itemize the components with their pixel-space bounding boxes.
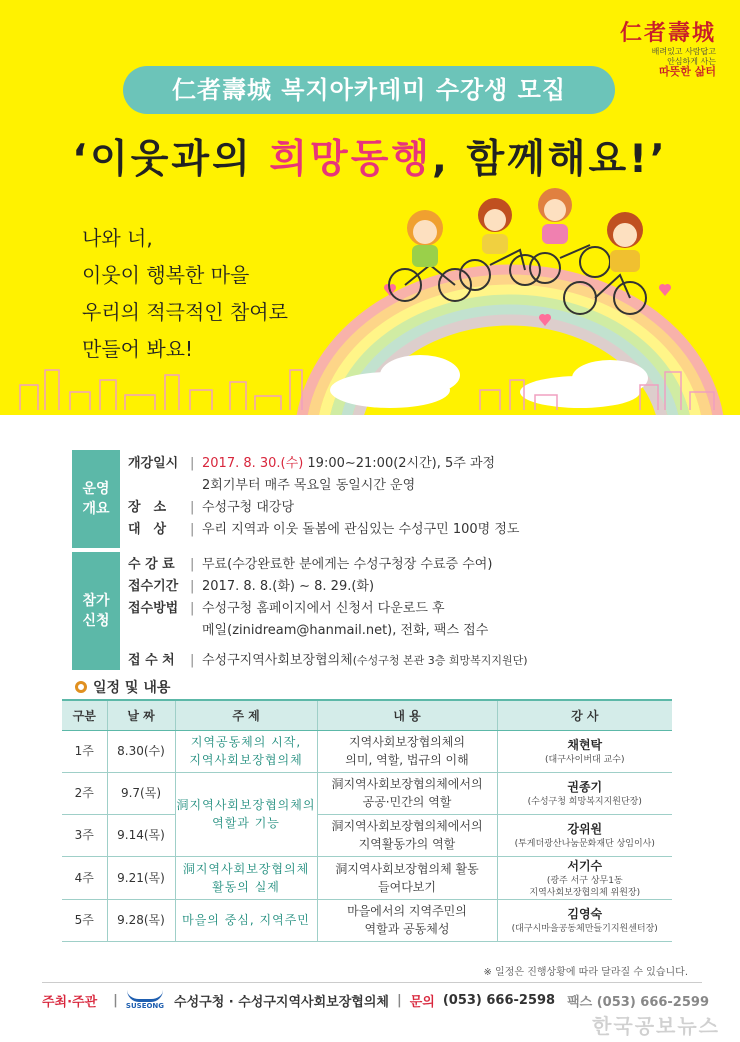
- row-value: 메일(zinidream@hanmail.net), 전화, 팩스 접수: [202, 623, 489, 638]
- lecturer-name: 강위원: [567, 822, 603, 836]
- date-cell: 9.7(목): [107, 772, 175, 814]
- row-separator: |: [190, 500, 195, 515]
- column-header: 날 짜: [107, 700, 175, 730]
- logo-sub-line1: 배려있고 사람답고: [651, 47, 716, 56]
- overview-row: [128, 519, 519, 541]
- footer-separator: |: [396, 992, 402, 1008]
- content-cell: 洞지역사회보장협의체 활동 들여다보기: [317, 856, 497, 899]
- table-row: [62, 899, 672, 941]
- slogan-highlight: 희망동행: [269, 137, 433, 182]
- lecturer-affiliation: (수성구청 희망복지지원단장): [527, 797, 642, 807]
- row-label: 장 소: [128, 500, 167, 515]
- row-separator: |: [190, 522, 195, 537]
- apply-row: [128, 576, 528, 598]
- row-separator: |: [190, 456, 195, 471]
- row-value: 수성구청 대강당: [202, 500, 295, 515]
- table-row: [62, 730, 672, 772]
- bullet-circle-icon: [75, 681, 87, 693]
- host-organizations: 수성구청 · 수성구지역사회보장협의체: [174, 994, 389, 1010]
- footer: [42, 990, 722, 1010]
- row-label: 개강일시: [128, 456, 179, 471]
- row-value: 수성구청 홈페이지에서 신청서 다운로드 후: [202, 601, 445, 616]
- topic-cell: 마을의 중심, 지역주민: [175, 899, 317, 941]
- lecturer-affiliation: (광주 서구 상무1동 지역사회보장협의체 위원장): [529, 875, 641, 898]
- logo-sub-line3: 따뜻한 삶터: [659, 65, 716, 78]
- lecturer-cell: [497, 899, 672, 941]
- logo-sub-line2: 안심하게 사는: [667, 57, 716, 66]
- topic-cell: 洞지역사회보장협의체 활동의 실제: [175, 856, 317, 899]
- content-cell: 마을에서의 지역주민의 역할과 공동체성: [317, 899, 497, 941]
- overview-row: [128, 453, 519, 475]
- row-label: 접수방법: [128, 601, 179, 616]
- table-row: [62, 814, 672, 856]
- row-separator: |: [190, 579, 195, 594]
- apply-rows: [128, 554, 528, 672]
- row-separator: |: [190, 557, 195, 572]
- row-value: [202, 650, 528, 672]
- lecturer-name: 채현탁: [567, 738, 603, 752]
- row-label: 수 강 료: [128, 557, 175, 572]
- watermark: 한국공보뉴스: [592, 1014, 720, 1038]
- row-label: 대 상: [128, 522, 167, 537]
- row-value: 2017. 8. 8.(화) ∼ 8. 29.(화): [202, 579, 375, 594]
- date-cell: 9.21(목): [107, 856, 175, 899]
- content-cell: 지역사회보장협의체의 의미, 역할, 법규의 이해: [317, 730, 497, 772]
- content-cell: 洞지역사회보장협의체에서의 지역활동가의 역할: [317, 814, 497, 856]
- row-separator: |: [190, 601, 195, 616]
- table-header-row: [62, 700, 672, 730]
- row-value: 2회기부터 매주 목요일 동일시간 운영: [202, 478, 416, 493]
- overview-row: [128, 475, 519, 497]
- contact-label: 문의: [409, 994, 435, 1010]
- row-separator: [190, 475, 202, 497]
- suseong-logo-mark: [127, 990, 163, 1002]
- rainbow-illustration: [0, 0, 740, 415]
- date-cell: 8.30(수): [107, 730, 175, 772]
- schedule-heading-text: 일정 및 내용: [93, 680, 171, 696]
- intro-line: 이웃이 행복한 마을: [82, 263, 250, 287]
- page-title: 仁者壽城 복지아카데미 수강생 모집: [123, 66, 615, 114]
- footer-divider: [42, 982, 702, 983]
- intro-line: 우리의 적극적인 참여로: [82, 300, 288, 324]
- suseong-logo-text: SUSEONG: [125, 1002, 165, 1010]
- row-value: 우리 지역과 이웃 돌봄에 관심있는 수성구민 100명 정도: [202, 522, 520, 537]
- apply-row: [128, 620, 528, 642]
- slogan-pre: ‘이웃과의: [72, 137, 270, 182]
- footer-separator: |: [113, 992, 118, 1008]
- schedule-table: [62, 699, 672, 942]
- lecturer-name: 김영숙: [567, 907, 603, 921]
- apply-badge-text: 참가 신청: [82, 593, 110, 629]
- topic-cell: 지역공동체의 시작, 지역사회보장협의체: [175, 730, 317, 772]
- hero-banner: [0, 0, 740, 415]
- lecturer-cell: [497, 814, 672, 856]
- column-header: 강 사: [497, 700, 672, 730]
- content-cell: 洞지역사회보장협의체에서의 공공·민간의 역할: [317, 772, 497, 814]
- overview-badge-text: 운영 개요: [82, 481, 110, 517]
- start-time: 19:00∼21:00(2시간), 5주 과정: [303, 456, 496, 471]
- logo-main-text: 仁者壽城: [619, 20, 716, 46]
- date-cell: 9.14(목): [107, 814, 175, 856]
- lecturer-cell: [497, 730, 672, 772]
- week-cell: 4주: [62, 856, 107, 899]
- lecturer-cell: [497, 772, 672, 814]
- lecturer-affiliation: (대구시마을공동체만들기지원센터장): [511, 924, 658, 934]
- intro-line: 나와 너,: [82, 226, 153, 250]
- week-cell: 5주: [62, 899, 107, 941]
- schedule-note: ※ 일정은 진행상황에 따라 달라질 수 있습니다.: [483, 967, 688, 978]
- week-cell: 2주: [62, 772, 107, 814]
- lecturer-name: 서기수: [567, 858, 603, 873]
- row-separator: |: [190, 653, 195, 668]
- suseong-logo-icon: [126, 990, 164, 1010]
- intro-line: 만들어 봐요!: [82, 337, 193, 361]
- apply-row: [128, 598, 528, 620]
- column-header: 구분: [62, 700, 107, 730]
- row-label: 접수기간: [128, 579, 179, 594]
- row-separator: [190, 620, 202, 642]
- date-cell: 9.28(목): [107, 899, 175, 941]
- host-label: 주최·주관: [42, 994, 98, 1010]
- column-header: 주 제: [175, 700, 317, 730]
- overview-row: [128, 497, 519, 519]
- apply-row: [128, 650, 528, 672]
- row-label: [128, 475, 190, 497]
- topic-cell: 洞지역사회보장협의체의 역할과 기능: [175, 772, 317, 856]
- slogan-post: , 함께해요!’: [432, 137, 668, 182]
- contact-tel: (053) 666-2598: [442, 992, 556, 1008]
- lecturer-affiliation: (대구사이버대 교수): [545, 755, 625, 765]
- table-row: [62, 772, 672, 814]
- overview-rows: [128, 453, 519, 541]
- lecturer-name: 권종기: [567, 780, 603, 794]
- overview-badge: [72, 450, 120, 548]
- row-value: [202, 453, 495, 475]
- contact-fax: 팩스 (053) 666-2599: [567, 994, 709, 1010]
- row-value: 무료(수강완료한 분에게는 수성구청장 수료증 수여): [202, 557, 493, 572]
- schedule-heading: [75, 677, 170, 697]
- lecturer-affiliation: (투게더광산나눔문화재단 상임이사): [514, 839, 655, 849]
- apply-row: [128, 554, 528, 576]
- week-cell: 1주: [62, 730, 107, 772]
- office-location: (수성구청 본관 3층 희망복지지원단): [352, 654, 528, 667]
- column-header: 내 용: [317, 700, 497, 730]
- row-label: 접 수 처: [128, 653, 175, 668]
- lecturer-cell: [497, 856, 672, 899]
- office-name: 수성구지역사회보장협의체: [202, 653, 353, 668]
- table-row: [62, 856, 672, 899]
- row-label: [128, 620, 190, 642]
- start-date: 2017. 8. 30.(수): [202, 456, 304, 471]
- apply-badge: [72, 552, 120, 670]
- week-cell: 3주: [62, 814, 107, 856]
